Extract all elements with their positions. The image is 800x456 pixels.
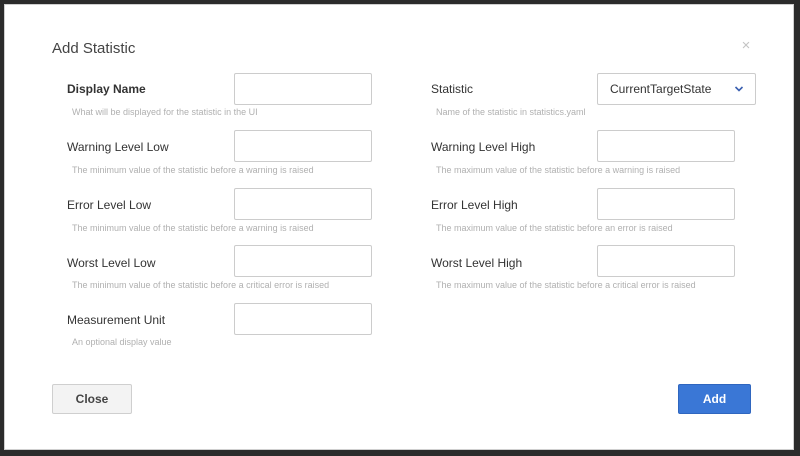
worst-level-high-label: Worst Level High — [431, 256, 523, 270]
warning-level-low-label: Warning Level Low — [67, 140, 169, 154]
add-button[interactable]: Add — [678, 384, 751, 414]
dialog-title: Add Statistic — [52, 40, 136, 57]
warning-level-low-hint: The minimum value of the statistic before a warning is raised — [72, 165, 314, 175]
worst-level-high-hint: The maximum value of the statistic before a critical error is raised — [436, 280, 696, 290]
worst-level-low-input[interactable] — [234, 245, 372, 277]
error-level-low-hint: The minimum value of the statistic before a warning is raised — [72, 223, 314, 233]
close-icon[interactable]: × — [741, 37, 751, 54]
error-level-high-input[interactable] — [597, 188, 735, 220]
warning-level-low-input[interactable] — [234, 130, 372, 162]
close-button[interactable]: Close — [52, 384, 132, 414]
statistic-hint: Name of the statistic in statistics.yaml — [436, 107, 586, 117]
chevron-down-icon — [734, 85, 744, 93]
warning-level-high-hint: The maximum value of the statistic before a warning is raised — [436, 165, 681, 175]
measurement-unit-input[interactable] — [234, 303, 372, 335]
statistic-select-value: CurrentTargetState — [610, 82, 712, 96]
error-level-low-input[interactable] — [234, 188, 372, 220]
measurement-unit-label: Measurement Unit — [67, 313, 166, 327]
display-name-hint: What will be displayed for the statistic in the UI — [72, 107, 258, 117]
measurement-unit-hint: An optional display value — [72, 337, 172, 347]
display-name-label: Display Name — [67, 82, 146, 96]
warning-level-high-input[interactable] — [597, 130, 735, 162]
statistic-label: Statistic — [431, 82, 474, 96]
display-name-input[interactable] — [234, 73, 372, 105]
statistic-select[interactable] — [597, 73, 756, 105]
worst-level-high-input[interactable] — [597, 245, 735, 277]
error-level-high-hint: The maximum value of the statistic before an error is raised — [436, 223, 673, 233]
warning-level-high-label: Warning Level High — [431, 140, 536, 154]
error-level-low-label: Error Level Low — [67, 198, 152, 212]
worst-level-low-label: Worst Level Low — [67, 256, 156, 270]
error-level-high-label: Error Level High — [431, 198, 518, 212]
add-statistic-dialog — [4, 4, 794, 450]
worst-level-low-hint: The minimum value of the statistic before a critical error is raised — [72, 280, 330, 290]
